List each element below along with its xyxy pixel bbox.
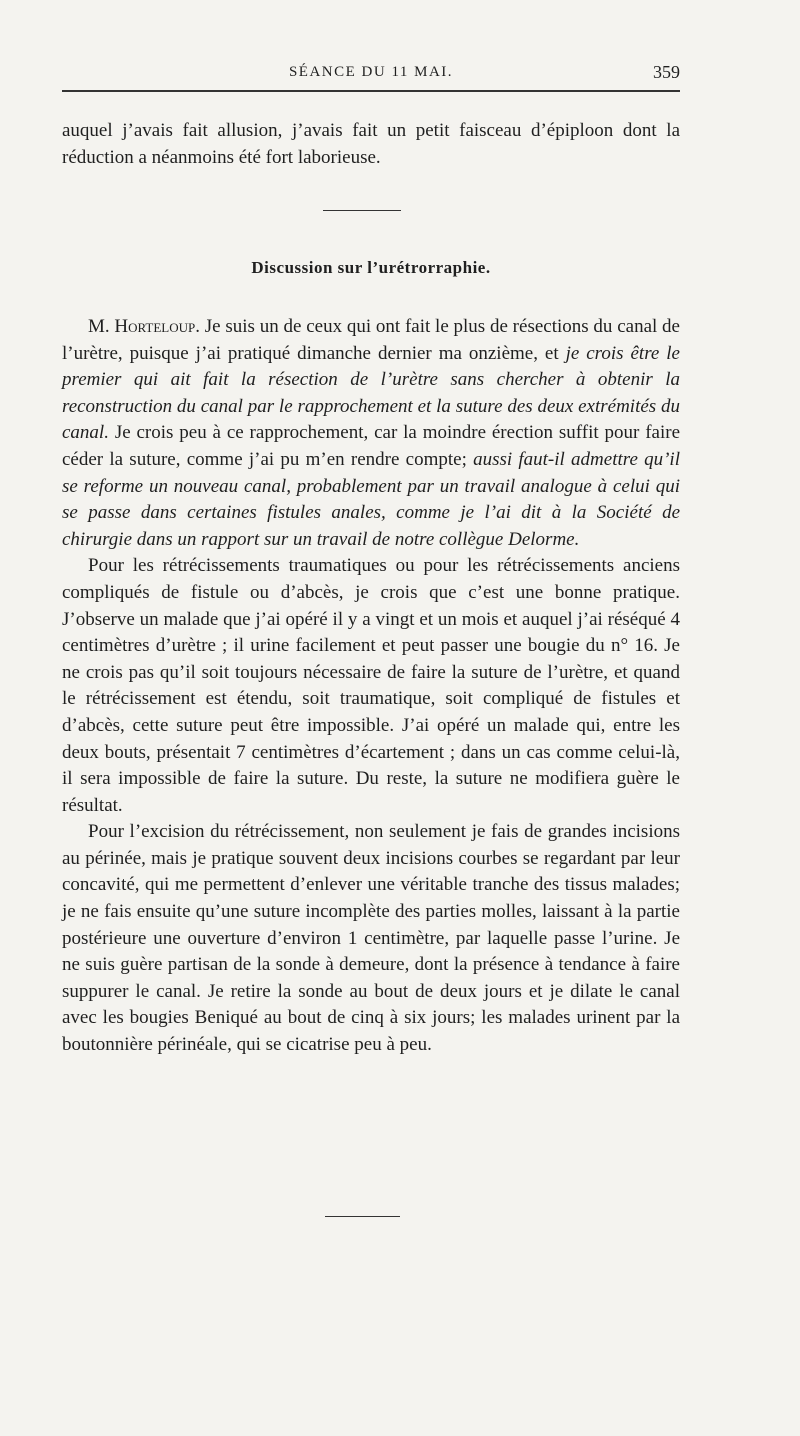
page-header xyxy=(62,62,680,92)
running-head: SÉANCE DU 11 MAI. xyxy=(288,64,454,80)
speech-paragraph-2: Pour les rétrécissements traumatiques ou pour les rétrécissements anciens compliqués de fistule ou d’abcès, je crois que c’est une bonne pratique. J’observe un malade que j’ai opéré il y a vingt et un mois et auquel j’ai réséqué 4 centimètres d’urètre ; il urine facilement et peut passer une bougie du n° 16. Je ne crois pas qu’il soit toujours nécessaire de faire la suture de l’urètre, et quand le rétrécissement est étendu, soit traumatique, soit compliqué de fistules et d’abcès, cette suture peut être impossible. J’ai opéré un malade qui, entre les deux bouts, présentait 7 centimètres d’écartement ; dans un cas comme celui-là, il sera impossible de faire la suture. Du reste, la suture ne modifiera guère le résultat. xyxy=(62,555,680,816)
speech-text-c: Je crois peu à ce rapprochement, car la moindre érection suffit pour faire céder la suture, comme j’ai pu m’en rendre compte; xyxy=(62,422,680,470)
section-title: Discussion sur l’urétrorraphie. xyxy=(251,258,491,277)
section-divider-bottom xyxy=(325,1216,400,1217)
intro-text: auquel j’avais fait allusion, j’avais fait un petit faisceau d’épiploon dont la réduction a néanmoins été fort laborieuse. xyxy=(62,120,680,168)
speech-italic-d: aussi faut-il admettre qu’il se reforme un nouveau canal, probablement par un travail analogue à celui qui se passe dans certaines fistules anales, comme je l’ai dit à la Société de chirurgie dans un rapport sur un travail de notre collègue Delorme. xyxy=(62,448,680,550)
page-number: 359 xyxy=(653,62,680,82)
section-divider-top xyxy=(323,210,401,211)
intro-paragraph xyxy=(62,118,680,171)
speech-text-a: Je suis un de ceux qui ont fait le plus de résections du canal de l’urètre, puisque j’ai pratiqué dimanche dernier ma onzième, et xyxy=(62,316,680,364)
speech-paragraph-3: Pour l’excision du rétrécissement, non seulement je fais de grandes incisions au périnée, mais je pratique souvent deux incisions courbes se regardant par leur concavité, qui me permettent d’enlever une véritable tranche des tissus malades; je ne fais ensuite qu’une suture incomplète des parties molles, laissant à la partie postérieure une ouverture d’environ 1 centimètre, par laquelle passe l’urine. Je ne suis guère partisan de la sonde à demeure, dont la présence à tendance à faire suppurer le canal. Je retire la sonde au bout de deux jours et je dilate le canal avec les bougies Beniqué au bout de cinq à six jours; les malades urinent par la boutonnière périnéale, qui se cicatrise peu à peu. xyxy=(62,821,680,1056)
speech-body xyxy=(62,314,680,1059)
speech-italic-b: je crois être le premier qui ait fait la résection de l’urètre sans chercher à obtenir la reconstruction du canal par le rapprochement et la suture des deux extrémités du canal. xyxy=(62,342,680,444)
speaker-name: M. Horteloup. xyxy=(88,316,200,337)
speech-paragraph-1 xyxy=(62,314,680,553)
